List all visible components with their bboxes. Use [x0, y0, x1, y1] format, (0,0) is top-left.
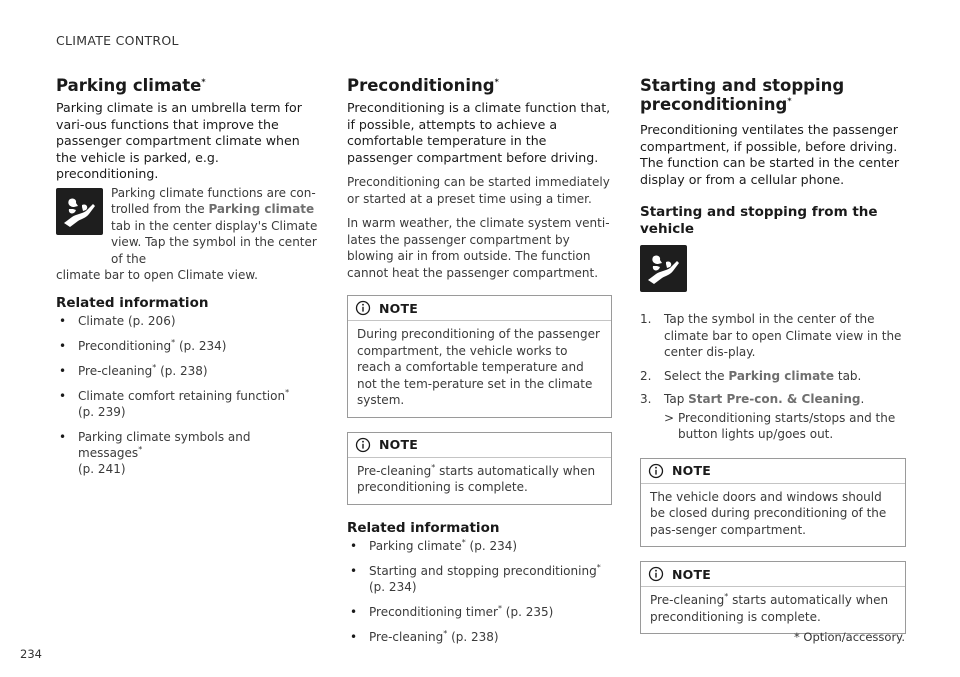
- related-link[interactable]: • Climate comfort retaining function* (p. 239): [56, 388, 318, 420]
- note-text: The vehicle doors and windows should be closed during preconditioning of the pas-senger compartment.: [650, 489, 887, 537]
- parking-climate-tab-ref: Parking climate: [208, 202, 315, 216]
- page-number: 234: [20, 647, 42, 661]
- note-box: [640, 561, 906, 634]
- note-header: [641, 459, 905, 484]
- parking-climate-icon-text-cont: climate bar to open Climate view.: [56, 268, 258, 282]
- note-box: [640, 458, 906, 548]
- heading-parking-climate: Parking climate*: [56, 76, 206, 95]
- related-link[interactable]: • Pre-cleaning* (p. 238): [56, 363, 318, 379]
- heading-start-stop: Starting and stopping preconditioning*: [640, 76, 845, 114]
- note-label: NOTE: [379, 300, 418, 316]
- start-stop-intro: Preconditioning ventilates the passenger compartment, if possible, before driving. The function can be started in the center display or from a cellular phone.: [640, 122, 899, 187]
- climate-fan-icon: [56, 188, 103, 235]
- note-box: [347, 432, 612, 505]
- related-link[interactable]: • Preconditioning* (p. 234): [56, 338, 318, 354]
- related-link[interactable]: • Climate (p. 206): [56, 313, 318, 329]
- note-label: NOTE: [672, 463, 711, 478]
- related-link[interactable]: • Pre-cleaning* (p. 238): [347, 629, 612, 645]
- step-item: 1. Tap the symbol in the center of the climate bar to open Climate view in the center dis-play.: [640, 312, 902, 359]
- related-link[interactable]: • Parking climate* (p. 234): [347, 538, 612, 554]
- note-label: NOTE: [379, 437, 418, 452]
- preconditioning-warm-text: In warm weather, the climate system venti-lates the passenger compartment by blowing air in from outside. The function cannot heat the passenger compartment.: [347, 216, 610, 280]
- note-info-icon: [648, 463, 664, 479]
- step-result: > Preconditioning starts/stops and the button lights up/goes out.: [664, 410, 896, 441]
- parking-climate-icon-text: Parking climate functions are con-trolled from the Parking climate tab in the center display's Climate view. Tap the symbol in the center of the: [111, 185, 318, 266]
- climate-fan-icon: [640, 245, 687, 292]
- heading-preconditioning: Preconditioning*: [347, 76, 499, 95]
- note-info-icon: [355, 300, 371, 316]
- start-precon-button-ref: Start Pre-con. & Cleaning: [688, 392, 861, 406]
- preconditioning-timer-text: Preconditioning can be started immediately or started at a preset time using a timer.: [347, 175, 610, 206]
- note-info-icon: [648, 566, 664, 582]
- note-text: During preconditioning of the passenger compartment, the vehicle works to reach a comfortable temperature and not the tem-perature set in the climate system.: [357, 327, 600, 407]
- option-footnote: * Option/accessory.: [794, 630, 905, 644]
- preconditioning-intro: Preconditioning is a climate function that, if possible, attempts to achieve a comfortable temperature in the passenger compartment before driving.: [347, 100, 611, 165]
- column-parking-climate: [56, 76, 318, 486]
- note-header: [348, 296, 611, 321]
- column-preconditioning: [347, 76, 612, 654]
- related-link[interactable]: • Parking climate symbols and messages* (p. 241): [56, 429, 318, 477]
- related-link[interactable]: • Preconditioning timer* (p. 235): [347, 604, 612, 620]
- column-start-stop: [640, 76, 906, 634]
- related-list: [56, 313, 318, 477]
- note-box: [347, 295, 612, 418]
- subheading-from-vehicle: Starting and stopping from the vehicle: [640, 204, 878, 237]
- parking-climate-tab-ref: Parking climate: [728, 368, 835, 383]
- steps-list: [640, 311, 906, 408]
- related-link[interactable]: • Starting and stopping preconditioning* (p. 234): [347, 563, 612, 595]
- section-header: CLIMATE CONTROL: [56, 33, 179, 48]
- note-text: Pre-cleaning* starts automatically when preconditioning is complete.: [357, 462, 596, 494]
- note-info-icon: [355, 437, 371, 453]
- parking-climate-intro: Parking climate is an umbrella term for vari-ous functions that improve the passenger compartment climate when the vehicle is parked, e.g. preconditioning.: [56, 100, 302, 181]
- note-header: [348, 433, 611, 458]
- step-item: 3. Tap Start Pre-con. & Cleaning.: [640, 392, 865, 406]
- step-item: 2. Select the Parking climate tab.: [640, 368, 862, 383]
- note-header: [641, 562, 905, 587]
- related-heading: Related information: [347, 519, 500, 536]
- related-heading: Related information: [56, 294, 209, 311]
- note-label: NOTE: [672, 566, 711, 582]
- related-list: [347, 538, 612, 645]
- note-text: Pre-cleaning* starts automatically when preconditioning is complete.: [650, 592, 889, 624]
